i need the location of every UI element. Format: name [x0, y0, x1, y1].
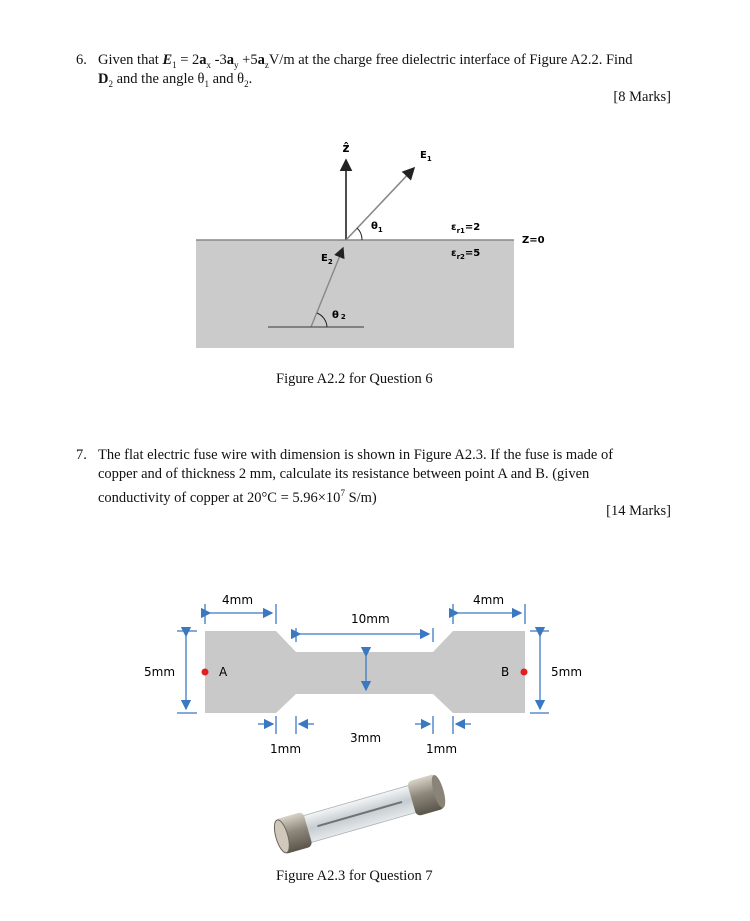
theta1-sub: 1	[204, 78, 209, 89]
theta2-label: θ 2	[332, 310, 346, 321]
ay-sub: y	[234, 59, 239, 70]
figure-a2-2	[0, 0, 750, 400]
unit-az: a	[257, 52, 265, 68]
right-width-label: 4mm	[473, 593, 505, 607]
left-taper-label: 1mm	[270, 742, 302, 756]
d-sub: 2	[108, 78, 113, 89]
theta1-arc	[357, 228, 362, 240]
q7-number: 7.	[76, 447, 87, 463]
az-sub: z	[264, 59, 269, 70]
right-height-label: 5mm	[551, 665, 583, 679]
ax-sub: x	[206, 59, 212, 70]
q6-line2-end: .	[248, 71, 253, 87]
e1-symbol: E	[162, 52, 173, 68]
q6-line1-rest: V/m at the charge free dielectric interface of Figure A2.2. Find	[268, 52, 633, 68]
q7-line3-b: S/m)	[344, 489, 377, 506]
point-a-label: A	[219, 665, 228, 679]
q7-line-1: The flat electric fuse wire with dimension is shown in Figure A2.3. If the fuse is made of	[98, 447, 614, 463]
q7-line3-a: conductivity of copper at 20°C = 5.96×10	[98, 489, 341, 506]
z0-label: Z=0	[522, 235, 545, 246]
theta2-sub: 2	[244, 78, 249, 89]
figure-a2-3-caption: Figure A2.3 for Question 7	[276, 868, 433, 884]
figure-a2-3	[0, 560, 750, 890]
point-b-dot	[521, 669, 528, 676]
q7-marks: [14 Marks]	[606, 503, 671, 519]
fuse-wire-shape	[205, 631, 525, 713]
left-width-label: 4mm	[222, 593, 254, 607]
coef-3: +5	[242, 52, 258, 68]
point-b-label: B	[501, 665, 510, 679]
q7-exponent: 7	[340, 488, 345, 498]
theta1-label: $\theta_1$	[371, 221, 383, 234]
coef-2: -3	[214, 52, 227, 68]
eps-r2-label: $\varepsilon_{r2}=5$	[451, 248, 481, 261]
point-a-dot	[202, 669, 209, 676]
unit-ax: a	[199, 52, 207, 68]
q6-prefix: Given that	[98, 52, 159, 68]
glass-fuse-picture	[271, 773, 448, 856]
q6-number: 6.	[76, 52, 87, 68]
mid-length-label: 10mm	[351, 612, 390, 626]
z-hat-label: ẑ	[342, 141, 350, 155]
figure-a2-2-caption: Figure A2.2 for Question 6	[276, 371, 433, 387]
q6-line2-b: and θ	[212, 71, 245, 87]
equals-sign: =	[180, 52, 189, 68]
neck-width-label: 3mm	[350, 731, 382, 745]
eps-r1-label: $\varepsilon_{r1}=2$	[451, 222, 481, 235]
coef-1: 2	[192, 52, 200, 68]
q6-marks: [8 Marks]	[613, 89, 671, 105]
q7-line-3	[98, 484, 377, 507]
right-taper-label: 1mm	[426, 742, 458, 756]
d-symbol: D	[98, 71, 109, 87]
unit-ay: a	[226, 52, 235, 68]
e2-label: $E_2$	[321, 253, 333, 266]
left-height-label: 5mm	[144, 665, 176, 679]
e1-label: $E_1$	[420, 150, 432, 163]
q7-line-2: copper and of thickness 2 mm, calculate its resistance between point A and B. (given	[98, 466, 590, 482]
q6-line2-a: and the angle θ	[116, 71, 205, 87]
e1-sub: 1	[172, 59, 177, 70]
